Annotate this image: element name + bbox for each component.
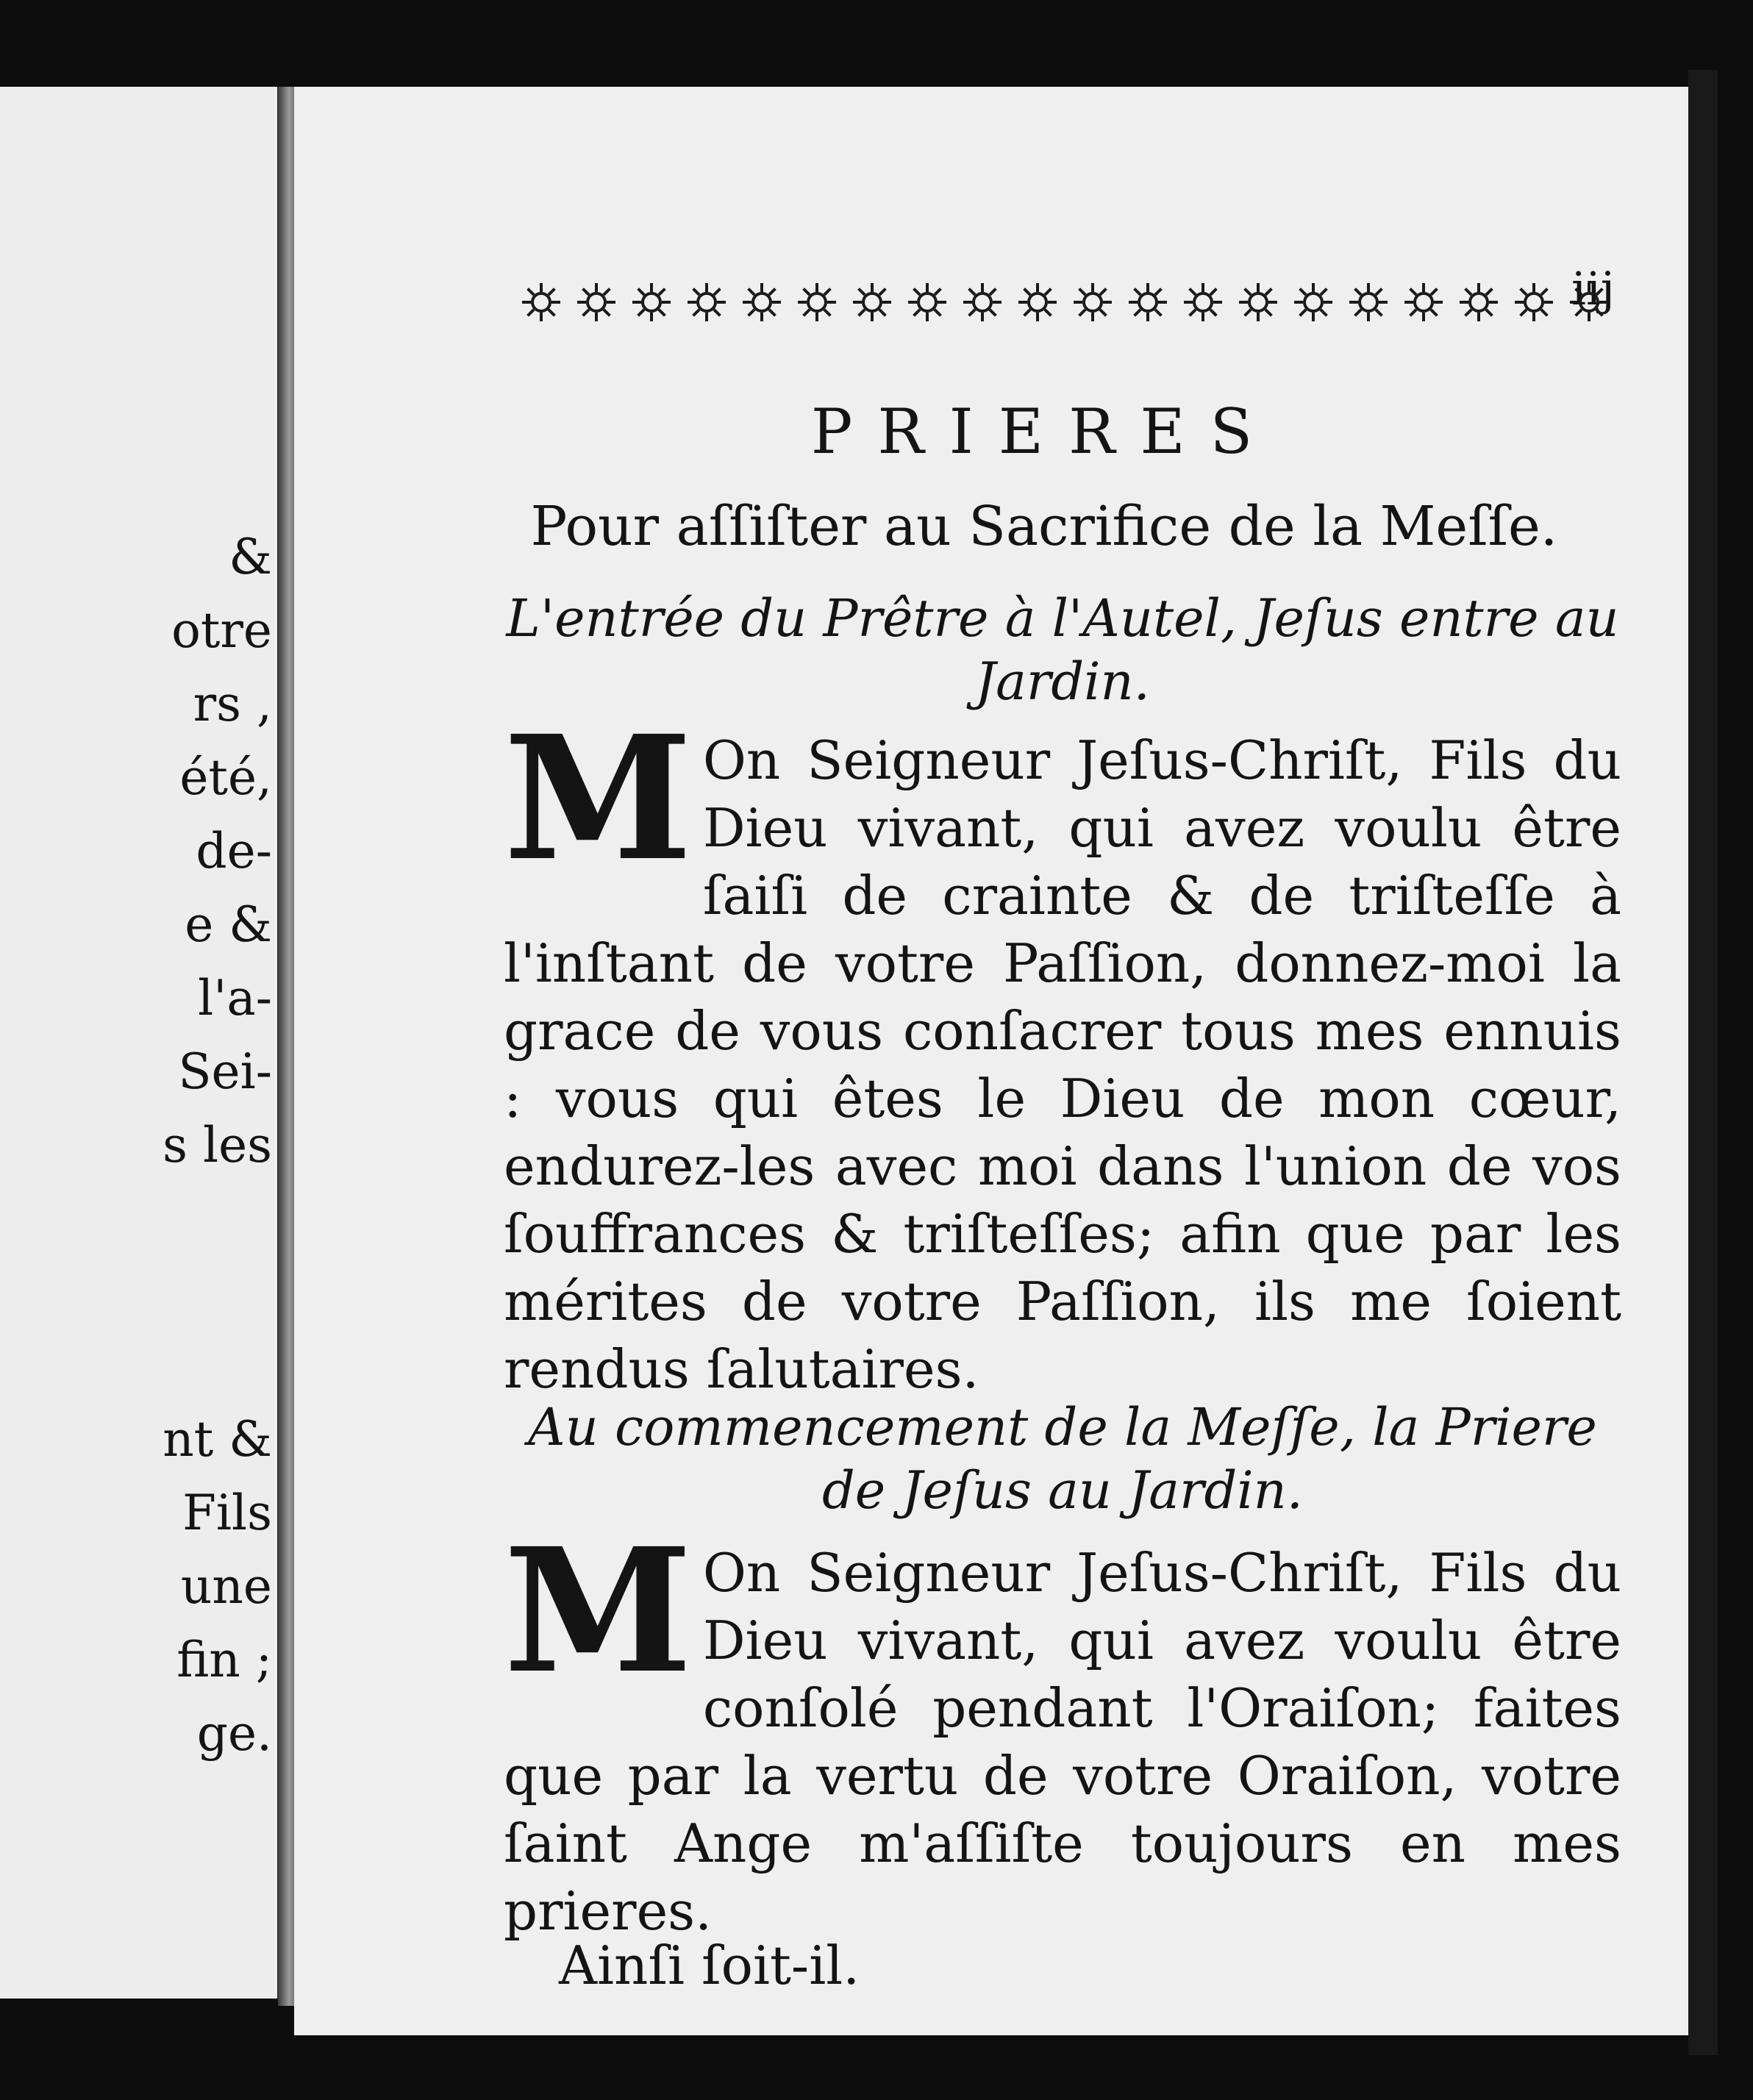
closing-line: Ainſi ſoit-il. bbox=[559, 1935, 860, 1996]
drop-cap: M bbox=[504, 698, 693, 899]
drop-cap: M bbox=[504, 1510, 693, 1711]
page-subtitle: Pour aſſiſter au Sacrifice de la Meſſe. bbox=[530, 495, 1558, 558]
book-edge bbox=[1688, 70, 1718, 2055]
left-text-line: s les bbox=[163, 1117, 272, 1174]
left-page bbox=[0, 87, 290, 1999]
left-text-line: Sei- bbox=[178, 1043, 272, 1100]
left-text-line: une bbox=[180, 1558, 272, 1615]
left-text-line: l'a- bbox=[198, 970, 272, 1026]
left-text-line: fin ; bbox=[176, 1632, 272, 1688]
page-title: PRIERES bbox=[810, 396, 1278, 468]
left-text-line: nt & bbox=[163, 1411, 272, 1468]
rubric-heading: L'entrée du Prêtre à l'Autel, Jeſus entre au Jardin. bbox=[506, 588, 1619, 712]
rubric-heading: Au commencement de la Meſſe, la Priere de Jeſus au Jardin. bbox=[528, 1397, 1597, 1521]
left-text-line: ge. bbox=[196, 1705, 272, 1762]
left-text-line: rs , bbox=[193, 676, 272, 732]
page-number: iij bbox=[1571, 262, 1615, 315]
left-text-line: été, bbox=[179, 749, 272, 806]
left-text-line: & bbox=[229, 529, 272, 585]
left-text-line: de- bbox=[196, 823, 272, 879]
left-text-line: e & bbox=[185, 896, 272, 953]
prayer-text: On Seigneur Jeſus-Chriſt, Fils du Dieu vivant, qui avez voulu être ſaiſi de crainte & de triſteſſe à l'inſtant de votre Paſſion, donnez-moi la grace de vous conſacrer tous mes ennuis : vous qui êtes le Dieu de mon cœur, endurez-les avec moi dans l'union de vos ſouffrances & triſteſſes; afin que par les mérites de votre Paſſion, ils me ſoient rendus ſalutaires. bbox=[504, 729, 1621, 1400]
right-page bbox=[294, 87, 1699, 2035]
left-text-line: otre bbox=[171, 602, 272, 659]
ornament-band bbox=[513, 279, 1624, 325]
left-text-line: Fils bbox=[182, 1485, 272, 1541]
prayer-paragraph bbox=[504, 698, 1621, 1403]
prayer-paragraph bbox=[504, 1510, 1621, 1945]
prayer-text: On Seigneur Jeſus-Chriſt, Fils du Dieu vivant, qui avez voulu être conſolé pendant l'Oraiſon; faites que par la vertu de votre Oraiſon, votre ſaint Ange m'aſſiſte toujours en mes prieres. bbox=[504, 1542, 1621, 1942]
